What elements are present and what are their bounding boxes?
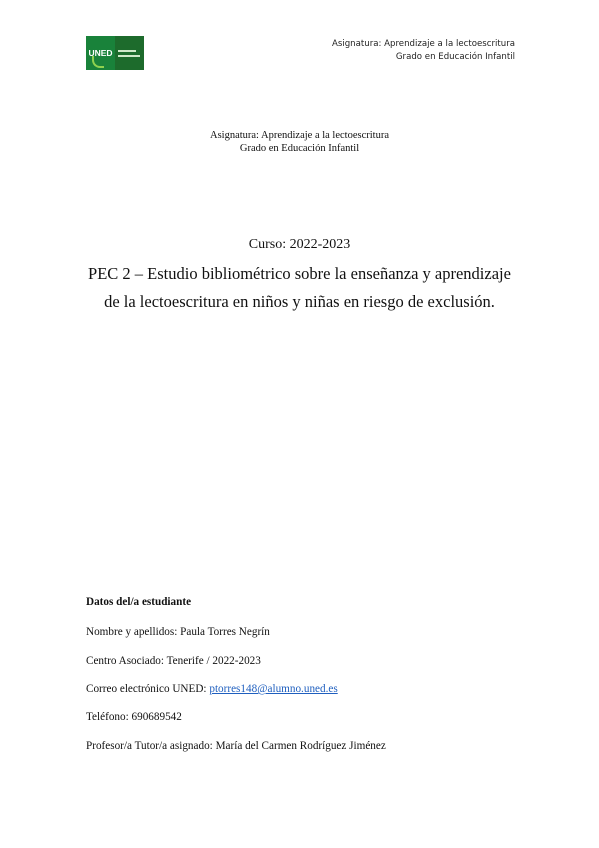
email-link[interactable]: ptorres148@alumno.uned.es [209,683,338,695]
student-center: Centro Asociado: Tenerife / 2022-2023 [86,655,261,667]
email-label: Correo electrónico UNED: [86,683,210,695]
document-title-line-2: de la lectoescritura en niños y niñas en riesgo de exclusión. [104,292,495,311]
header-subject: Asignatura: Aprendizaje a la lectoescritura [331,39,515,49]
logo-tagline [115,50,144,57]
course-year: Curso: 2022-2023 [248,237,351,252]
student-name: Nombre y apellidos: Paula Torres Negrín [86,626,270,638]
header-degree: Grado en Educación Infantil [395,51,515,62]
uned-logo-text: UNED [88,48,113,58]
assigned-tutor: Profesor/a Tutor/a asignado: María del Carmen Rodríguez Jiménez [86,740,386,752]
leaf-icon [92,56,104,68]
student-phone: Teléfono: 690689542 [86,711,182,723]
cover-subject: Asignatura: Aprendizaje a la lectoescritura [209,130,389,141]
page-header [332,38,515,63]
student-email-row [86,683,338,695]
document-title-line-1: PEC 2 – Estudio bibliométrico sobre la enseñanza y aprendizaje [88,264,511,283]
uned-logo [86,36,144,70]
cover-degree: Grado en Educación Infantil [239,143,360,154]
uned-logo-mark [86,36,115,70]
student-data-heading: Datos del/a estudiante [86,596,192,608]
